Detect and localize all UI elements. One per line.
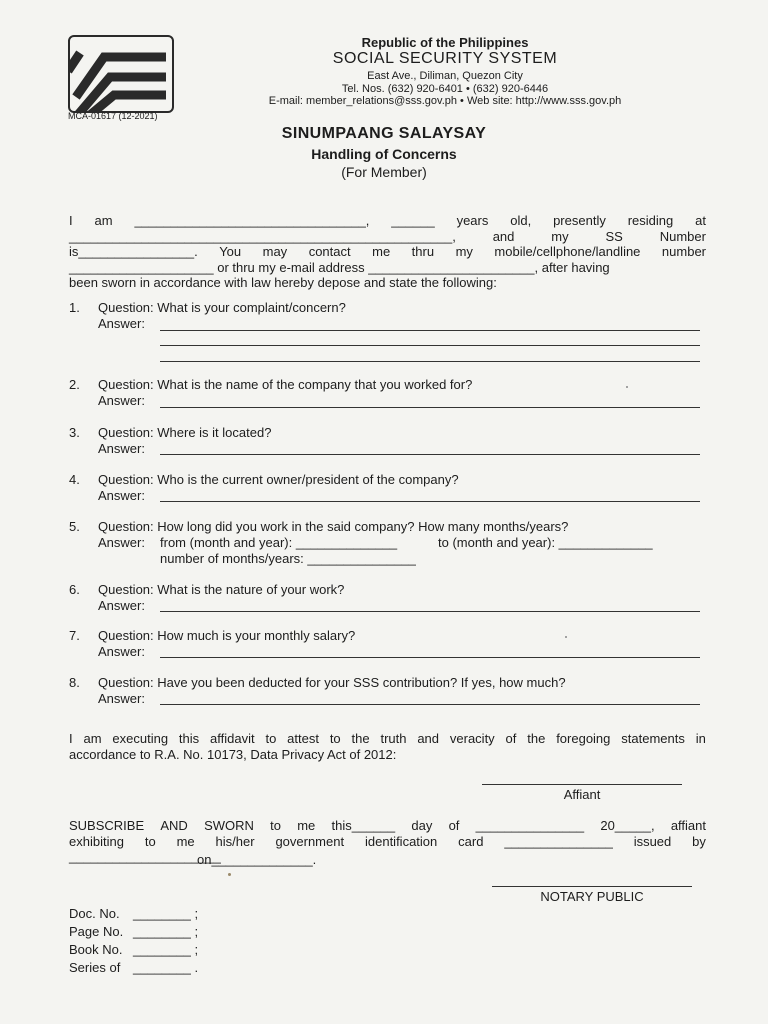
notary-public-label: NOTARY PUBLIC bbox=[540, 889, 644, 904]
affiant-signature-line[interactable] bbox=[482, 784, 682, 785]
question-5-answer-label: Answer: bbox=[98, 535, 145, 550]
question-5-number: 5. bbox=[69, 519, 80, 534]
affiant-label: Affiant bbox=[563, 787, 601, 802]
intro-line-1: I am ________________________________, ______ years old, presently residing at bbox=[69, 213, 706, 228]
question-2-number: 2. bbox=[69, 377, 80, 392]
answer-line[interactable] bbox=[160, 611, 700, 612]
book-no-field[interactable]: Book No. ________ ; bbox=[69, 942, 199, 957]
intro-line-3: is________________. You may contact me thru my mobile/cellphone/landline number bbox=[69, 244, 706, 259]
answer-line[interactable] bbox=[160, 657, 700, 658]
affidavit-line-1: I am executing this affidavit to attest to the truth and veracity of the foregoing statements in bbox=[69, 731, 706, 746]
work-duration-field[interactable]: number of months/years: _______________ bbox=[160, 551, 416, 566]
republic-line: Republic of the Philippines bbox=[361, 35, 529, 50]
sss-logo-icon bbox=[70, 37, 172, 111]
work-from-field[interactable]: from (month and year): ______________ bbox=[160, 535, 398, 550]
notary-signature-line[interactable] bbox=[492, 886, 692, 887]
question-6-answer-label: Answer: bbox=[98, 598, 145, 613]
question-3-number: 3. bbox=[69, 425, 80, 440]
sworn-line-2: exhibiting to me his/her government identification card _______________ issued by bbox=[69, 833, 706, 849]
answer-line[interactable] bbox=[160, 704, 700, 705]
intro-paragraph bbox=[69, 213, 706, 291]
question-6-number: 6. bbox=[69, 582, 80, 597]
affidavit-statement bbox=[69, 731, 706, 762]
question-1-answer-label: Answer: bbox=[98, 316, 145, 331]
sworn-statement bbox=[69, 818, 706, 849]
tel-line: Tel. Nos. (632) 920-6401 • (632) 920-6446 bbox=[341, 83, 549, 95]
scan-speck bbox=[228, 873, 231, 876]
question-3-text: Question: Where is it located? bbox=[98, 425, 272, 440]
question-7-answer-label: Answer: bbox=[98, 644, 145, 659]
doc-no-field[interactable]: Doc. No. ________ ; bbox=[69, 906, 199, 921]
sworn-place-blank[interactable]: _____________________ bbox=[69, 849, 221, 864]
question-4-number: 4. bbox=[69, 472, 80, 487]
sworn-date-blank[interactable]: on______________. bbox=[197, 852, 317, 867]
question-2-text: Question: What is the name of the company that you worked for? bbox=[98, 377, 473, 392]
intro-line-4: ____________________ or thru my e-mail address _______________________, after having bbox=[69, 259, 610, 275]
question-5-text: Question: How long did you work in the said company? How many months/years? bbox=[98, 519, 569, 534]
intro-line-5: been sworn in accordance with law hereby depose and state the following: bbox=[69, 275, 497, 290]
question-4-answer-label: Answer: bbox=[98, 488, 145, 503]
question-1-text: Question: What is your complaint/concern? bbox=[98, 300, 346, 315]
question-8-text: Question: Have you been deducted for your SSS contribution? If yes, how much? bbox=[98, 675, 566, 690]
address-line: East Ave., Diliman, Quezon City bbox=[367, 70, 523, 82]
question-4-text: Question: Who is the current owner/president of the company? bbox=[98, 472, 459, 487]
agency-name: SOCIAL SECURITY SYSTEM bbox=[332, 50, 558, 67]
answer-line[interactable] bbox=[160, 407, 700, 408]
document-subtitle: Handling of Concerns bbox=[311, 146, 457, 162]
question-8-answer-label: Answer: bbox=[98, 691, 145, 706]
intro-line-2: _____________________________________________________, and my SS Number bbox=[69, 228, 706, 244]
sworn-line-1: SUBSCRIBE AND SWORN to me this______ day of _______________ 20_____, affiant bbox=[69, 818, 706, 833]
question-3-answer-label: Answer: bbox=[98, 441, 145, 456]
email-web-line: E-mail: member_relations@sss.gov.ph • Web site: http://www.sss.gov.ph bbox=[268, 95, 622, 107]
question-2-answer-label: Answer: bbox=[98, 393, 145, 408]
question-1-number: 1. bbox=[69, 300, 80, 315]
answer-line[interactable] bbox=[160, 330, 700, 331]
document-audience: (For Member) bbox=[341, 164, 427, 180]
work-to-field[interactable]: to (month and year): _____________ bbox=[438, 535, 653, 550]
scan-speck bbox=[626, 386, 628, 388]
scan-speck bbox=[565, 636, 567, 638]
page-no-field[interactable]: Page No. ________ ; bbox=[69, 924, 199, 939]
affidavit-line-2: accordance to R.A. No. 10173, Data Privacy Act of 2012: bbox=[69, 746, 397, 762]
question-7-text: Question: How much is your monthly salary? bbox=[98, 628, 356, 643]
question-6-text: Question: What is the nature of your work? bbox=[98, 582, 345, 597]
form-code: MCA-01617 (12-2021) bbox=[68, 111, 158, 121]
sss-logo bbox=[68, 35, 174, 113]
question-7-number: 7. bbox=[69, 628, 80, 643]
answer-line[interactable] bbox=[160, 501, 700, 502]
answer-line[interactable] bbox=[160, 345, 700, 346]
question-8-number: 8. bbox=[69, 675, 80, 690]
answer-line[interactable] bbox=[160, 454, 700, 455]
series-of-field[interactable]: Series of ________ . bbox=[69, 960, 199, 975]
answer-line[interactable] bbox=[160, 361, 700, 362]
document-title: SINUMPAANG SALAYSAY bbox=[281, 125, 487, 142]
